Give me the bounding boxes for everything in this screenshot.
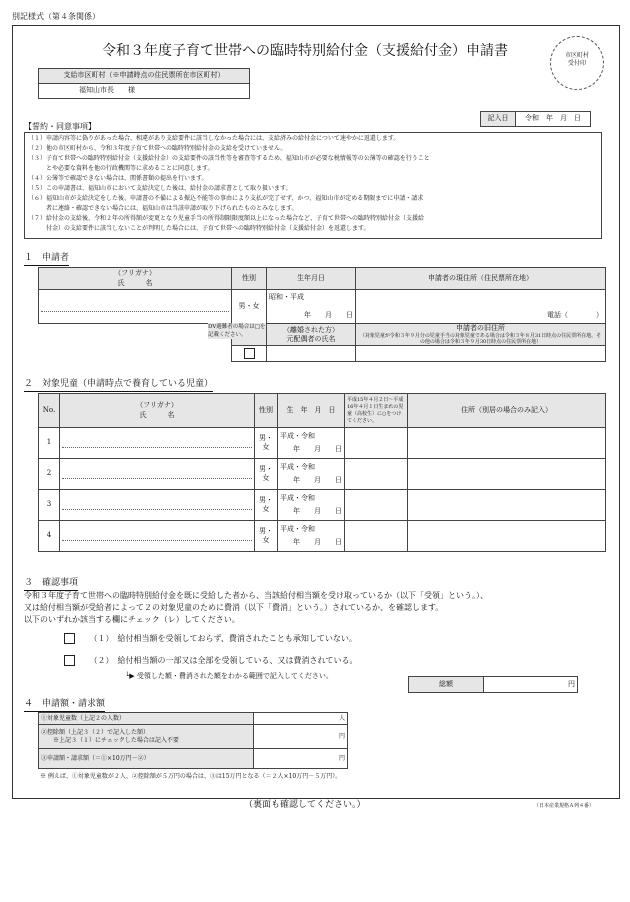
highschool-field[interactable]: [345, 428, 408, 459]
sec3-line: 又は給付相当額が受給者によって２の対象児童のために費消（以下「費消」という。）されているか、を確認します。: [24, 603, 444, 612]
arrow-icon: └▶: [125, 672, 135, 680]
children-table: [38, 393, 606, 552]
table-row: [39, 459, 606, 490]
pledge-item: （１）申請内容等に偽りがあった場合、相違があり支給要件に該当しなかった場合には、支給済みの給付金について速やかに返還します。: [28, 135, 400, 142]
sec1-heading: １ 申請者: [24, 253, 69, 266]
option2-checkbox[interactable]: [64, 655, 75, 666]
arrow-note-text: 受領した額・費消された額をわかる範囲で記入してください。: [136, 672, 333, 680]
child-dob[interactable]: [278, 459, 345, 490]
pledge-item: （２）他の市区町村から、令和３年度子育て世帯への臨時特別給付金の支給を受けていません。: [28, 145, 287, 152]
child-dob-header: 生 年 月 日: [278, 394, 345, 428]
standard-note: （日本産業規格Ａ列４番）: [534, 803, 595, 809]
child-dob[interactable]: [278, 521, 345, 552]
dv-checkbox-cell[interactable]: [232, 346, 267, 362]
pledge-item: （３）子育て世帯への臨時特別給付金（支援給付金）の支給要件の該当性等を審査等するため、福知山市が必要な税情報等の公簿等の確認を行うこと: [28, 155, 430, 162]
child-ymd: 年 月 日: [293, 445, 342, 453]
furigana-label: （フリガナ）: [114, 269, 156, 278]
stamp-line1: 市区町村: [564, 52, 589, 59]
old-address-header: [356, 324, 606, 346]
child-gender[interactable]: 男・女: [255, 428, 278, 459]
option2-row[interactable]: [64, 655, 358, 666]
pledge-item: （４）公簿等で確認できない場合は、関係書類の提出を行います。: [28, 175, 208, 182]
child-era: 平成・令和: [280, 431, 315, 440]
pledge-item: （６）福知山市が支給決定をした後、申請書の不備による振込不能等の事由により支払が完了せず、かつ、福知山市が定める期限までに申請・請求: [28, 195, 424, 202]
sec2-heading: ２ 対象児童（申請時点で養育している児童）: [24, 379, 213, 392]
pledge-item: （７）給付金の支給後、令和２年の所得額が変更となり児童手当の所得制限限度額以上になった場合など、子育て世帯への臨時特別給付金（支援給: [28, 215, 425, 222]
children-count-field[interactable]: 人: [254, 713, 348, 725]
dob-era: 昭和・平成: [269, 293, 304, 302]
sec3-line: 令和３年度子育て世帯への臨時特別給付金を既に受給した者から、当該給付相当額を受け取っているか（以下「受領」という。）、: [24, 591, 488, 600]
row-number: 3: [39, 490, 60, 521]
table-row: [39, 521, 606, 552]
address-box: [38, 68, 250, 99]
child-address-field[interactable]: [408, 428, 606, 459]
deduction-label-main: ②控除額（上記３（２）で記入した額）: [41, 729, 150, 736]
total-label: 総額: [409, 677, 484, 693]
municipality-label: 支給市区町村（※申請時点の住民票所在市区町村）: [39, 69, 250, 84]
pledge-item: （５）この申請書は、福知山市において支給決定した後は、給付金の請求書として取り扱います。: [28, 185, 292, 192]
sec3-paragraph: [24, 590, 614, 626]
deduction-label: [39, 725, 254, 749]
child-address-header: 住所（別居の場合のみ記入）: [408, 394, 606, 428]
pledge-item: 者に連絡・確認できない場合には、福知山市は当該申請が取り下げられたものとみなします。: [28, 205, 298, 212]
sec3-line: 以下のいずれか該当する欄にチェック（レ）してください。: [24, 615, 240, 624]
child-era: 平成・令和: [280, 462, 315, 471]
child-era: 平成・令和: [280, 493, 315, 502]
entry-date: [480, 111, 591, 127]
row-number: 2: [39, 459, 60, 490]
old-address-title: 申請者の旧住所: [456, 324, 505, 332]
amount-table: [38, 712, 348, 769]
child-name-header: [60, 394, 255, 428]
page-title: 令和３年度子育て世帯への臨時特別給付金（支援給付金）申請書: [102, 43, 508, 59]
row-number: 1: [39, 428, 60, 459]
child-address-field[interactable]: [408, 521, 606, 552]
request-amount-field[interactable]: 円: [254, 749, 348, 769]
applicant-name-field[interactable]: [39, 290, 232, 324]
pledge-item: 付金）の支給要件に該当しないことが判明した場合には、子育て世帯への臨時特別給付金（支援給付金）を返還します。: [28, 225, 370, 232]
ex-spouse-header: （離婚された方） 元配偶者の氏名: [267, 324, 356, 346]
total-box: [408, 676, 578, 693]
child-gender[interactable]: 男・女: [255, 490, 278, 521]
stamp-line2: 受付印: [567, 59, 586, 67]
dob-header: 生年月日: [267, 268, 356, 290]
dv-label: DV避難者の場合は□を記載ください。: [208, 324, 266, 338]
gender-header: 性別: [232, 268, 267, 290]
back-note: （裏面も確認してください。）: [244, 800, 366, 810]
child-ymd: 年 月 日: [293, 538, 342, 546]
applicant-table: [38, 267, 606, 362]
child-ymd: 年 月 日: [293, 507, 342, 515]
deduction-field[interactable]: 円: [254, 725, 348, 749]
dv-checkbox[interactable]: [244, 348, 255, 359]
ex-spouse-field[interactable]: [267, 346, 356, 362]
table-row: [39, 490, 606, 521]
child-name-field[interactable]: [60, 459, 255, 490]
dob-ymd: 年 月 日: [304, 310, 353, 319]
applicant-address-field[interactable]: [356, 290, 606, 324]
pledge-box: [24, 132, 602, 239]
child-address-field[interactable]: [408, 459, 606, 490]
name-label: 氏 名: [117, 278, 153, 287]
child-gender[interactable]: 男・女: [255, 521, 278, 552]
example-note: ※ 例えば、①対象児童数が２人、②控除額が５万円の場合は、③は15万円となる（＝２人×10万円－５万円）。: [40, 773, 342, 780]
child-furigana-label: （フリガナ）: [136, 401, 178, 410]
child-name-label: 氏 名: [139, 410, 175, 419]
sec3-heading: ３ 確認事項: [24, 578, 78, 591]
option2-label: （２） 給付相当額の一部又は全部を受領している、又は費消されている。: [89, 655, 358, 665]
child-gender-header: 性別: [255, 394, 278, 428]
child-dob[interactable]: [278, 428, 345, 459]
applicant-gender[interactable]: 男・女: [232, 290, 267, 324]
phone-label: 電話（ ）: [547, 310, 603, 319]
child-name-field[interactable]: [60, 521, 255, 552]
highschool-field[interactable]: [345, 521, 408, 552]
sec4-heading: ４ 申請額・請求額: [24, 699, 105, 712]
applicant-name-header: [39, 268, 232, 290]
children-count-label: ①対象児童数（上記２の人数）: [39, 713, 254, 725]
child-era: 平成・令和: [280, 524, 315, 533]
child-name-field[interactable]: [60, 428, 255, 459]
child-dob[interactable]: [278, 490, 345, 521]
option1-row[interactable]: [64, 633, 357, 644]
option1-label: （１） 給付相当額を受領しておらず、費消されたことも承知していない。: [89, 633, 357, 643]
old-address-field[interactable]: [356, 346, 606, 362]
request-amount-label: ③申請額・請求額（＝①×10万円－②）: [39, 749, 254, 769]
total-field[interactable]: 円: [484, 677, 578, 693]
receipt-stamp: [550, 36, 604, 90]
form-ref: 別記様式（第４条関係）: [12, 12, 100, 21]
child-ymd: 年 月 日: [293, 476, 342, 484]
mayor-addressee: 福知山市長 様: [39, 84, 250, 99]
pledge-heading: 【誓約・同意事項】: [24, 122, 96, 131]
pledge-item: とや必要な資料を他の行政機関等に求めることに同意します。: [28, 165, 214, 172]
entry-date-label: 記入日: [481, 112, 516, 127]
option1-checkbox[interactable]: [64, 633, 75, 644]
old-address-note: （対象児童が令和３年９月分の児童手当の対象児童である場合は令和３年８月31日時点の住民票所在地、その他の場合は令和３年９月30日時点の住民票所在地）: [359, 332, 602, 345]
no-header: No.: [39, 394, 60, 428]
address-header: 申請者の現住所（住民票所在地）: [356, 268, 606, 290]
child-name-field[interactable]: [60, 490, 255, 521]
child-gender[interactable]: 男・女: [255, 459, 278, 490]
deduction-label-note: ※上記３（１）にチェックした場合は記入不要: [53, 736, 179, 744]
row-number: 4: [39, 521, 60, 552]
entry-date-value[interactable]: 令和 年 月 日: [516, 112, 591, 127]
table-row: [39, 428, 606, 459]
applicant-dob[interactable]: [267, 290, 356, 324]
arrow-note: [125, 672, 333, 681]
highschool-field[interactable]: [345, 459, 408, 490]
highschool-header: 平成15年４月２日～平成16年４月１日生まれの児童（高校生）に○をつけてください。: [345, 394, 408, 428]
child-address-field[interactable]: [408, 490, 606, 521]
highschool-field[interactable]: [345, 490, 408, 521]
